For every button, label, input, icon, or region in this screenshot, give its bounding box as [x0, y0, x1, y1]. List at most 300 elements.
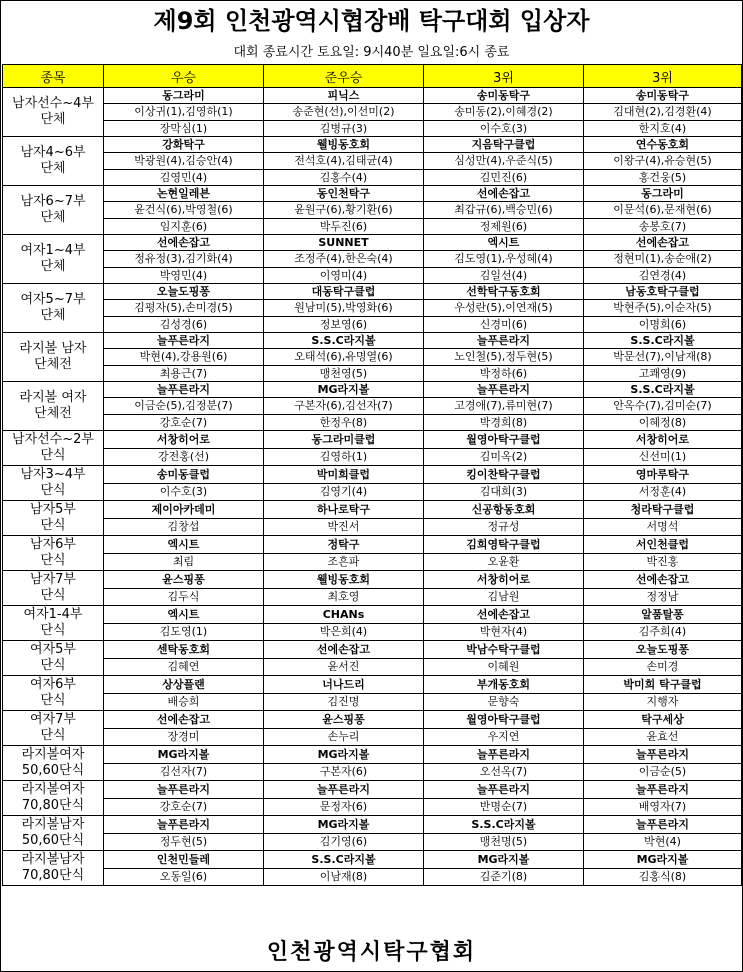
player-names: 장막심(1): [104, 120, 264, 136]
player-names: 박경희(8): [424, 414, 584, 430]
result-row: [3, 641, 742, 659]
player-names: 최림: [104, 553, 264, 571]
player-names: 우성란(5),이연재(5): [424, 300, 584, 316]
event-name-line: 여자1-4부: [23, 607, 83, 622]
club-name: 하나로탁구: [264, 501, 424, 519]
club-name: MG라지볼: [264, 816, 424, 834]
club-name: 엑시트: [424, 235, 584, 251]
club-name: 늘푸른라지: [584, 746, 742, 764]
event-name: [3, 571, 104, 606]
player-names: 한지호(4): [584, 120, 742, 136]
player-names: 김병규(3): [264, 120, 424, 136]
result-row: [3, 711, 742, 729]
player-row: [3, 365, 742, 381]
player-names: 김두식: [104, 588, 264, 606]
player-names: 박현(4): [584, 833, 742, 851]
player-names: 구본자(6),김선자(7): [264, 398, 424, 414]
player-row: [3, 300, 742, 316]
header-third-a: 3위: [424, 65, 584, 88]
player-names: 송준현(선),이선미(2): [264, 104, 424, 120]
player-row: [3, 414, 742, 430]
player-row: [3, 728, 742, 746]
player-names: 강호순(7): [104, 414, 264, 430]
player-names: 김혜연: [104, 658, 264, 676]
club-name: 선에손잡고: [424, 186, 584, 202]
player-row: [3, 104, 742, 120]
club-name: 서인천클럽: [584, 536, 742, 554]
event-name-line: 단체: [40, 112, 66, 127]
player-row: [3, 169, 742, 185]
event-name: [3, 88, 104, 137]
club-name: 송미동탁구: [584, 88, 742, 104]
event-name: [3, 816, 104, 851]
player-row: [3, 349, 742, 365]
player-names: 김남원: [424, 588, 584, 606]
club-name: 알품탈퐁: [584, 606, 742, 624]
event-name-line: 남자선수~4부: [12, 96, 94, 111]
result-row: [3, 137, 742, 153]
player-names: 김연경(4): [584, 267, 742, 283]
result-row: [3, 536, 742, 554]
player-names: 박현(4),강용원(6): [104, 349, 264, 365]
player-names: 노인철(5),정두현(5): [424, 349, 584, 365]
player-names: 우지연: [424, 728, 584, 746]
player-names: 송미동(2),이혜경(2): [424, 104, 584, 120]
player-names: 김일선(4): [424, 267, 584, 283]
player-names: 오선옥(7): [424, 763, 584, 781]
player-names: 김주희(4): [584, 623, 742, 641]
header-row: [3, 65, 742, 88]
result-row: [3, 382, 742, 398]
event-name-line: 단식: [40, 623, 66, 638]
player-names: 강전홍(선): [104, 448, 264, 466]
player-names: 조정주(4),한은숙(4): [264, 251, 424, 267]
event-name-line: 단식: [40, 518, 66, 533]
event-name-line: 단체: [40, 210, 66, 225]
player-names: 이수호(3): [104, 483, 264, 501]
player-names: 고경애(7),류미현(7): [424, 398, 584, 414]
player-names: 김기영(6): [264, 833, 424, 851]
club-name: 선에손잡고: [424, 606, 584, 624]
club-name: MG라지볼: [264, 382, 424, 398]
player-row: [3, 798, 742, 816]
club-name: 정탁구: [264, 536, 424, 554]
player-names: 홍건웅(5): [584, 169, 742, 185]
player-names: 박진서: [264, 518, 424, 536]
result-row: [3, 501, 742, 519]
player-names: 원남미(5),박영화(6): [264, 300, 424, 316]
player-row: [3, 588, 742, 606]
event-name-line: 여자7부: [30, 712, 76, 727]
event-name-line: 라지볼 남자: [19, 341, 87, 356]
club-name: 선에손잡고: [104, 235, 264, 251]
event-name-line: 단식: [40, 588, 66, 603]
club-name: 서창히어로: [424, 571, 584, 589]
club-name: CHANs: [264, 606, 424, 624]
result-row: [3, 186, 742, 202]
player-names: 정보영(6): [264, 316, 424, 332]
result-row: [3, 781, 742, 799]
result-row: [3, 466, 742, 484]
club-name: 서창히어로: [584, 431, 742, 449]
event-name: [3, 333, 104, 382]
player-names: 이혜원: [424, 658, 584, 676]
player-names: 박현자(4): [424, 623, 584, 641]
results-body: [3, 88, 742, 886]
player-names: 이왕구(4),유승현(5): [584, 153, 742, 169]
event-name-line: 남자6부: [30, 537, 76, 552]
player-names: 서정훈(4): [584, 483, 742, 501]
event-name-line: 라지볼 여자: [19, 390, 87, 405]
club-name: S.S.C라지볼: [584, 382, 742, 398]
player-names: 지행자: [584, 693, 742, 711]
event-name: [3, 382, 104, 431]
player-names: 이상귀(1),김영하(1): [104, 104, 264, 120]
player-row: [3, 833, 742, 851]
header-runner-up: 준우승: [264, 65, 424, 88]
player-names: 김도영(1): [104, 623, 264, 641]
event-name: [3, 536, 104, 571]
event-name: [3, 851, 104, 886]
event-name-line: 70,80단식: [21, 798, 85, 813]
schedule-note: 대회 종료시간 토요일: 9시40분 일요일:6시 종료: [233, 45, 510, 60]
club-name: 늘푸른라지: [584, 781, 742, 799]
club-name: 상상플랜: [104, 676, 264, 694]
event-name-line: 단식: [40, 658, 66, 673]
player-names: 정유정(3),김기화(4): [104, 251, 264, 267]
player-row: [3, 623, 742, 641]
player-names: 김영하(1): [264, 448, 424, 466]
club-name: MG라지볼: [104, 746, 264, 764]
player-names: 이금순(5),김정분(7): [104, 398, 264, 414]
player-names: 서명석: [584, 518, 742, 536]
player-row: [3, 202, 742, 218]
event-name: [3, 466, 104, 501]
club-name: 김희영탁구클럽: [424, 536, 584, 554]
club-name: 킹이찬탁구클럽: [424, 466, 584, 484]
player-names: 임지훈(6): [104, 218, 264, 234]
club-name: 늘푸른라지: [424, 746, 584, 764]
player-names: 오윤환: [424, 553, 584, 571]
club-name: 웰빙동호회: [264, 137, 424, 153]
club-name: 대동탁구클럽: [264, 284, 424, 300]
club-name: 월영아탁구클럽: [424, 711, 584, 729]
player-names: 김홍수(4): [264, 169, 424, 185]
club-name: S.S.C라지볼: [424, 816, 584, 834]
event-name-line: 단체전: [34, 406, 72, 421]
player-names: 윤건식(6),박영철(6): [104, 202, 264, 218]
player-names: 오동일(6): [104, 868, 264, 886]
club-name: 청라탁구클럽: [584, 501, 742, 519]
result-row: [3, 676, 742, 694]
event-name: [3, 501, 104, 536]
player-names: 박은희(4): [264, 623, 424, 641]
event-name: [3, 711, 104, 746]
player-row: [3, 868, 742, 886]
club-name: 신공항동호회: [424, 501, 584, 519]
player-names: 김진명: [264, 693, 424, 711]
player-names: 신경미(6): [424, 316, 584, 332]
player-names: 김선자(7): [104, 763, 264, 781]
player-names: 윤원구(6),황기환(6): [264, 202, 424, 218]
event-name: [3, 781, 104, 816]
player-names: 전석호(4),김태균(4): [264, 153, 424, 169]
club-name: 박미희 탁구클럽: [584, 676, 742, 694]
player-names: 박문선(7),이남재(8): [584, 349, 742, 365]
player-names: 이혜정(8): [584, 414, 742, 430]
player-names: 구본자(6): [264, 763, 424, 781]
player-names: 반명순(7): [424, 798, 584, 816]
player-names: 손누리: [264, 728, 424, 746]
event-name-line: 라지볼여자: [21, 782, 85, 797]
club-name: 선에손잡고: [264, 641, 424, 659]
player-names: 김민진(6): [424, 169, 584, 185]
club-name: SUNNET: [264, 235, 424, 251]
club-name: 선에손잡고: [104, 711, 264, 729]
player-row: [3, 693, 742, 711]
player-names: 박광원(4),김승안(4): [104, 153, 264, 169]
club-name: 센탁동호회: [104, 641, 264, 659]
player-names: 김대희(3): [424, 483, 584, 501]
player-names: 조흔파: [264, 553, 424, 571]
club-name: 박미희클럽: [264, 466, 424, 484]
result-row: [3, 746, 742, 764]
event-name-line: 단식: [40, 483, 66, 498]
club-name: 동그라미: [104, 88, 264, 104]
result-row: [3, 235, 742, 251]
player-names: 신선미(1): [584, 448, 742, 466]
event-name-line: 남자선수~2부: [12, 432, 94, 447]
player-names: 배영자(7): [584, 798, 742, 816]
player-names: 심성만(4),우준식(5): [424, 153, 584, 169]
event-name: [3, 137, 104, 186]
player-names: 이금순(5): [584, 763, 742, 781]
result-row: [3, 571, 742, 589]
event-name: [3, 676, 104, 711]
page-title: 제9회 인천광역시협장배 탁구대회 입상자: [153, 7, 590, 35]
event-name-line: 남자4~6부: [20, 145, 86, 160]
club-name: 윤스핑퐁: [264, 711, 424, 729]
player-names: 김홍식(8): [584, 868, 742, 886]
player-names: 김미옥(2): [424, 448, 584, 466]
club-name: 웰빙동호회: [264, 571, 424, 589]
club-name: 지음탁구클럽: [424, 137, 584, 153]
club-name: 늘푸른라지: [584, 816, 742, 834]
results-table: [2, 64, 742, 886]
player-row: [3, 153, 742, 169]
club-name: 피닉스: [264, 88, 424, 104]
event-name-line: 남자6~7부: [20, 194, 86, 209]
player-names: 김영민(4): [104, 169, 264, 185]
organizer-footer: 인천광역시탁구협회: [266, 940, 477, 965]
event-name-line: 단식: [40, 693, 66, 708]
event-name-line: 남자3~4부: [20, 467, 86, 482]
club-name: MG라지볼: [584, 851, 742, 869]
player-row: [3, 120, 742, 136]
player-names: 김도영(1),우성혜(4): [424, 251, 584, 267]
event-name: [3, 431, 104, 466]
club-name: 박남수탁구클럽: [424, 641, 584, 659]
player-names: 장경미: [104, 728, 264, 746]
club-name: 선학탁구동호회: [424, 284, 584, 300]
club-name: 제이아카데미: [104, 501, 264, 519]
event-name: [3, 606, 104, 641]
club-name: 늘푸른라지: [424, 333, 584, 349]
player-row: [3, 316, 742, 332]
event-name: [3, 641, 104, 676]
player-names: 맹천명(5): [424, 833, 584, 851]
player-names: 최용근(7): [104, 365, 264, 381]
club-name: 늘푸른라지: [264, 781, 424, 799]
result-row: [3, 88, 742, 104]
player-names: 최호영: [264, 588, 424, 606]
club-name: 송미동탁구: [424, 88, 584, 104]
result-row: [3, 431, 742, 449]
club-name: 늘푸른라지: [104, 382, 264, 398]
result-row: [3, 816, 742, 834]
header-third-b: 3위: [584, 65, 742, 88]
club-name: 너나드리: [264, 676, 424, 694]
club-name: 오늘도핑퐁: [104, 284, 264, 300]
player-names: 정정남: [584, 588, 742, 606]
player-row: [3, 553, 742, 571]
club-name: MG라지볼: [264, 746, 424, 764]
player-names: 박진홍: [584, 553, 742, 571]
player-row: [3, 267, 742, 283]
event-name-line: 70,80단식: [21, 868, 85, 883]
player-names: 박두진(6): [264, 218, 424, 234]
club-name: 오늘도핑퐁: [584, 641, 742, 659]
player-names: 이수호(3): [424, 120, 584, 136]
player-names: 이남재(8): [264, 868, 424, 886]
club-name: 늘푸른라지: [424, 382, 584, 398]
club-name: 늘푸른라지: [424, 781, 584, 799]
club-name: 늘푸른라지: [104, 781, 264, 799]
player-names: 맹천영(5): [264, 365, 424, 381]
event-name-line: 단체전: [34, 357, 72, 372]
club-name: 늘푸른라지: [104, 333, 264, 349]
player-names: 이명희(6): [584, 316, 742, 332]
player-row: [3, 251, 742, 267]
club-name: 논현일레븐: [104, 186, 264, 202]
header-winner: 우승: [104, 65, 264, 88]
club-name: 영마루탁구: [584, 466, 742, 484]
club-name: 인천민들레: [104, 851, 264, 869]
club-name: S.S.C라지볼: [264, 333, 424, 349]
club-name: 송미동클럽: [104, 466, 264, 484]
event-name-line: 단체: [40, 259, 66, 274]
result-row: [3, 333, 742, 349]
club-name: 탁구세상: [584, 711, 742, 729]
player-names: 박영민(4): [104, 267, 264, 283]
player-names: 김영기(4): [264, 483, 424, 501]
player-names: 손미경: [584, 658, 742, 676]
result-row: [3, 284, 742, 300]
club-name: 강화탁구: [104, 137, 264, 153]
event-name-line: 여자5부: [30, 642, 76, 657]
club-name: MG라지볼: [424, 851, 584, 869]
player-names: 한정우(8): [264, 414, 424, 430]
club-name: 연수동호회: [584, 137, 742, 153]
player-row: [3, 763, 742, 781]
result-row: [3, 851, 742, 869]
event-name-line: 여자1~4부: [20, 243, 86, 258]
club-name: 선에손잡고: [584, 571, 742, 589]
player-names: 고쾌영(9): [584, 365, 742, 381]
club-name: 동그라미클럽: [264, 431, 424, 449]
event-name-line: 여자6부: [30, 677, 76, 692]
player-row: [3, 658, 742, 676]
event-name-line: 50,60단식: [21, 833, 85, 848]
club-name: 늘푸른라지: [104, 816, 264, 834]
player-row: [3, 218, 742, 234]
event-name-line: 단식: [40, 553, 66, 568]
player-names: 박정하(6): [424, 365, 584, 381]
player-names: 정규성: [424, 518, 584, 536]
event-name: [3, 284, 104, 333]
player-names: 오태석(6),유명열(6): [264, 349, 424, 365]
player-names: 문정자(6): [264, 798, 424, 816]
event-name-line: 남자5부: [30, 502, 76, 517]
club-name: 엑시트: [104, 536, 264, 554]
event-name-line: 단식: [40, 728, 66, 743]
player-names: 문향숙: [424, 693, 584, 711]
club-name: 서창히어로: [104, 431, 264, 449]
player-names: 강호순(7): [104, 798, 264, 816]
club-name: 월영아탁구클럽: [424, 431, 584, 449]
player-names: 김창섭: [104, 518, 264, 536]
player-row: [3, 518, 742, 536]
club-name: 선에손잡고: [584, 235, 742, 251]
club-name: 부개동호회: [424, 676, 584, 694]
player-names: 윤서진: [264, 658, 424, 676]
event-name-line: 라지볼여자: [21, 747, 85, 762]
player-names: 정두현(5): [104, 833, 264, 851]
player-names: 이영미(4): [264, 267, 424, 283]
club-name: S.S.C라지볼: [264, 851, 424, 869]
player-names: 김준기(8): [424, 868, 584, 886]
event-name-line: 라지볼남자: [21, 852, 85, 867]
event-name: [3, 186, 104, 235]
player-row: [3, 483, 742, 501]
event-name-line: 단체: [40, 308, 66, 323]
player-names: 송봉호(7): [584, 218, 742, 234]
event-name-line: 여자5~7부: [20, 292, 86, 307]
player-names: 배승희: [104, 693, 264, 711]
player-names: 이문석(6),문재현(6): [584, 202, 742, 218]
club-name: 동그라미: [584, 186, 742, 202]
player-row: [3, 398, 742, 414]
player-names: 윤효선: [584, 728, 742, 746]
club-name: 엑시트: [104, 606, 264, 624]
result-row: [3, 606, 742, 624]
event-name: [3, 235, 104, 284]
event-name-line: 단식: [40, 448, 66, 463]
player-names: 안옥수(7),김미순(7): [584, 398, 742, 414]
player-names: 최갑규(6),백승민(6): [424, 202, 584, 218]
club-name: 윤스핑퐁: [104, 571, 264, 589]
player-names: 김대현(2),김경환(4): [584, 104, 742, 120]
event-name-line: 라지볼남자: [21, 817, 85, 832]
player-names: 정현미(1),송순애(2): [584, 251, 742, 267]
club-name: S.S.C라지볼: [584, 333, 742, 349]
player-names: 김평자(5),손미경(5): [104, 300, 264, 316]
player-names: 정제원(6): [424, 218, 584, 234]
event-name-line: 남자7부: [30, 572, 76, 587]
player-row: [3, 448, 742, 466]
event-name-line: 단체: [40, 161, 66, 176]
player-names: 김성경(6): [104, 316, 264, 332]
